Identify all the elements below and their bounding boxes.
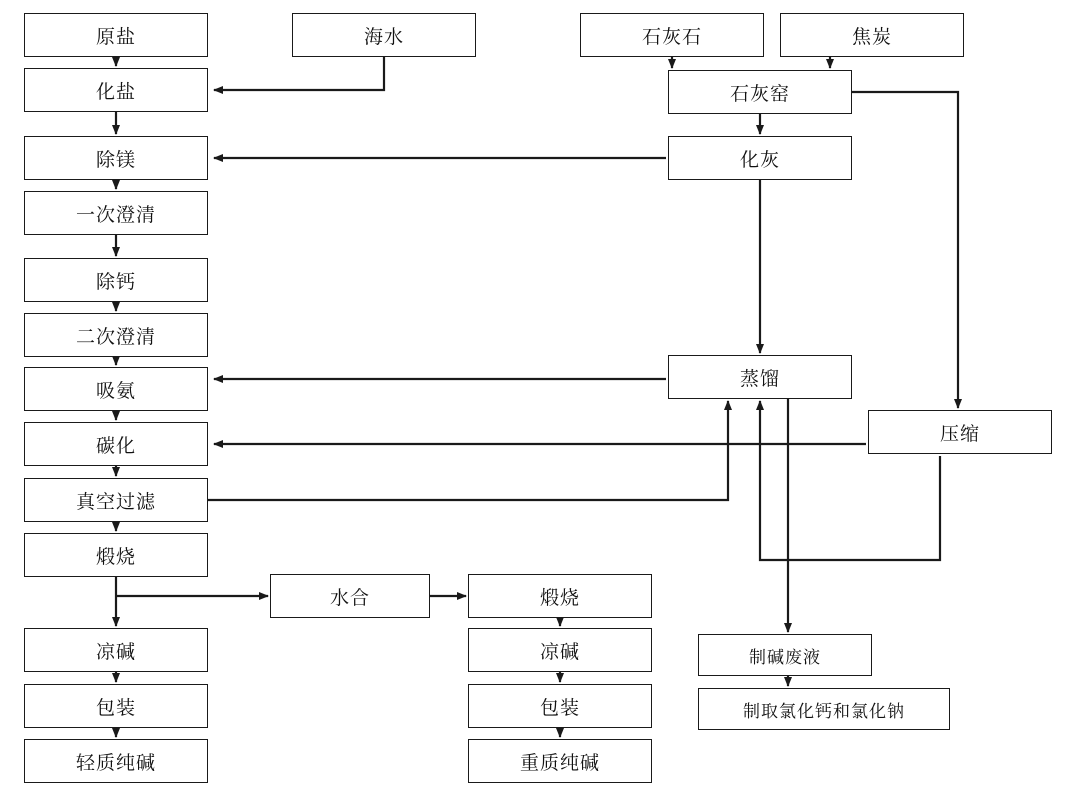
node-label: 除镁 <box>95 149 136 171</box>
node-label: 海水 <box>363 26 404 48</box>
node-chugai[interactable] <box>24 258 208 302</box>
node-shihuishi[interactable] <box>580 13 764 57</box>
node-yuanyan[interactable] <box>24 13 208 57</box>
node-label: 包装 <box>95 697 136 719</box>
node-label: 制取氯化钙和氯化钠 <box>743 701 905 721</box>
node-label: 除钙 <box>95 271 136 293</box>
node-baozhuang-light[interactable] <box>24 684 208 728</box>
node-label: 二次澄清 <box>75 326 156 348</box>
node-zhengliu[interactable] <box>668 355 852 399</box>
node-zhenkongguolv[interactable] <box>24 478 208 522</box>
node-jiaotan[interactable] <box>780 13 964 57</box>
node-label: 石灰窑 <box>729 83 790 105</box>
node-label: 包装 <box>539 697 580 719</box>
node-label: 水合 <box>329 587 370 609</box>
node-yasuo[interactable] <box>868 410 1052 454</box>
node-baozhuang-heavy[interactable] <box>468 684 652 728</box>
node-label: 化灰 <box>739 149 780 171</box>
node-xidan[interactable] <box>24 367 208 411</box>
node-label: 真空过滤 <box>75 491 156 513</box>
node-zhiqu-chloride[interactable] <box>698 688 950 730</box>
node-duanshao-heavy[interactable] <box>468 574 652 618</box>
node-liangjian-light[interactable] <box>24 628 208 672</box>
node-shuihe[interactable] <box>270 574 430 618</box>
node-label: 一次澄清 <box>75 204 156 226</box>
node-duanshao-light[interactable] <box>24 533 208 577</box>
node-huahui[interactable] <box>668 136 852 180</box>
node-label: 焦炭 <box>851 26 892 48</box>
node-label: 蒸馏 <box>739 368 780 390</box>
node-label: 吸氨 <box>95 380 136 402</box>
node-chumei[interactable] <box>24 136 208 180</box>
node-label: 凉碱 <box>539 641 580 663</box>
node-label: 原盐 <box>95 26 136 48</box>
node-qingzhichunjian[interactable] <box>24 739 208 783</box>
node-tanhua[interactable] <box>24 422 208 466</box>
node-zhijianfeiye[interactable] <box>698 634 872 676</box>
node-label: 煅烧 <box>539 587 580 609</box>
node-liangjian-heavy[interactable] <box>468 628 652 672</box>
node-shihuiyao[interactable] <box>668 70 852 114</box>
node-label: 碳化 <box>95 435 136 457</box>
node-label: 石灰石 <box>641 26 702 48</box>
node-huayan[interactable] <box>24 68 208 112</box>
node-label: 化盐 <box>95 81 136 103</box>
node-zhongzhichunjian[interactable] <box>468 739 652 783</box>
node-label: 制碱废液 <box>749 647 821 667</box>
node-label: 压缩 <box>939 423 980 445</box>
edge-shihuiyao-yasuo <box>852 92 958 408</box>
node-ercichengqing[interactable] <box>24 313 208 357</box>
node-label: 重质纯碱 <box>519 752 600 774</box>
node-label: 煅烧 <box>95 546 136 568</box>
node-yicichengqing[interactable] <box>24 191 208 235</box>
edge-zhenkongguolv-zhengliu <box>208 401 728 500</box>
node-haishui[interactable] <box>292 13 476 57</box>
node-label: 凉碱 <box>95 641 136 663</box>
edge-haishui-huayan <box>214 57 384 90</box>
node-label: 轻质纯碱 <box>75 752 156 774</box>
